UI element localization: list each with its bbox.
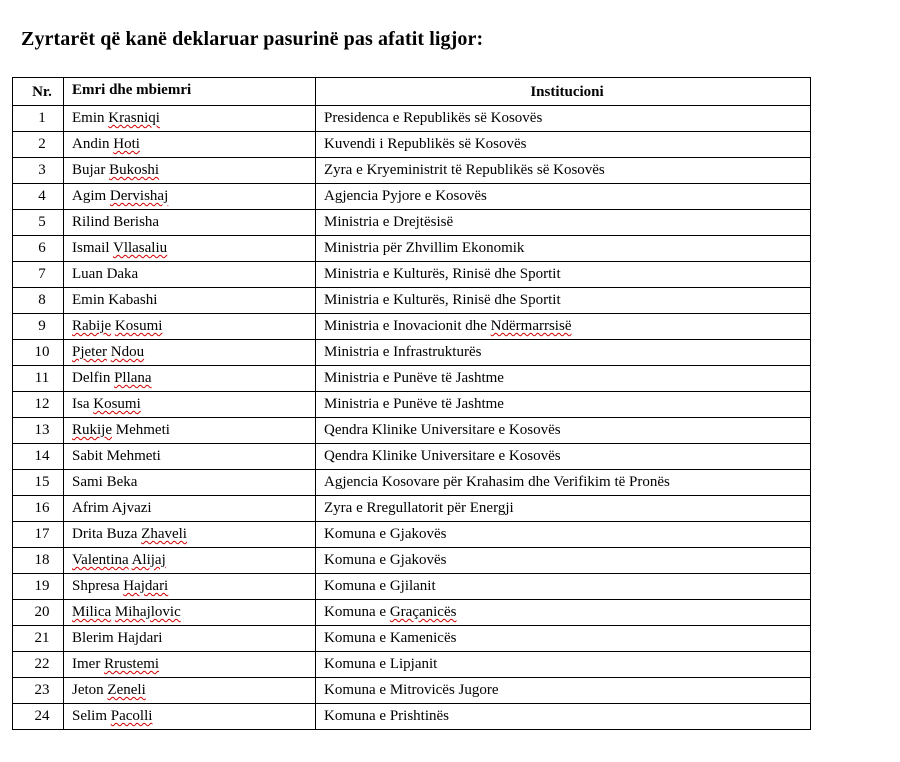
official-name: Rukije Mehmeti: [64, 418, 316, 444]
spellcheck-mark: Rrustemi: [104, 656, 160, 672]
spellcheck-mark: Kosumi: [114, 318, 163, 334]
table-row: [13, 184, 811, 210]
table-row: [13, 652, 811, 678]
spellcheck-mark: Hajdari: [123, 578, 169, 594]
table-row: [13, 548, 811, 574]
table-row: [13, 418, 811, 444]
official-name: Shpresa Hajdari: [64, 574, 316, 600]
institution-name: Komuna e Mitrovicës Jugore: [316, 678, 811, 704]
row-number: 23: [13, 678, 64, 704]
official-name: Delfin Pllana: [64, 366, 316, 392]
table-row: [13, 470, 811, 496]
table-row: [13, 288, 811, 314]
row-number: 21: [13, 626, 64, 652]
institution-name: Qendra Klinike Universitare e Kosovës: [316, 418, 811, 444]
column-header-name: Emri dhe mbiemri: [64, 78, 316, 106]
table-row: [13, 626, 811, 652]
official-name: Bujar Bukoshi: [64, 158, 316, 184]
table-row: [13, 340, 811, 366]
institution-name: Ministria e Drejtësisë: [316, 210, 811, 236]
row-number: 15: [13, 470, 64, 496]
spellcheck-mark: Graçanicës: [389, 604, 457, 620]
row-number: 14: [13, 444, 64, 470]
spellcheck-mark: Rukije: [72, 422, 112, 438]
official-name: Agim Dervishaj: [64, 184, 316, 210]
row-number: 20: [13, 600, 64, 626]
official-name: Rilind Berisha: [64, 210, 316, 236]
table-row: [13, 444, 811, 470]
official-name: Isa Kosumi: [64, 392, 316, 418]
institution-name: Presidenca e Republikës së Kosovës: [316, 106, 811, 132]
table-row: [13, 392, 811, 418]
spellcheck-mark: Alijaj: [131, 552, 166, 568]
institution-name: Ministria e Inovacionit dhe Ndërmarrsisë: [316, 314, 811, 340]
table-row: [13, 132, 811, 158]
institution-name: Ministria e Infrastrukturës: [316, 340, 811, 366]
official-name: Emin Krasniqi: [64, 106, 316, 132]
official-name: Sami Beka: [64, 470, 316, 496]
table-row: [13, 106, 811, 132]
official-name: Sabit Mehmeti: [64, 444, 316, 470]
spellcheck-mark: Mihajlovic: [114, 604, 181, 620]
spellcheck-mark: Rabije: [72, 318, 112, 334]
row-number: 2: [13, 132, 64, 158]
table-row: [13, 210, 811, 236]
spellcheck-mark: Dervishaj: [109, 188, 169, 204]
spellcheck-mark: Zeneli: [107, 682, 146, 698]
official-name: [64, 548, 316, 574]
institution-name: Ministria e Kulturës, Rinisë dhe Sportit: [316, 262, 811, 288]
institution-name: Zyra e Rregullatorit për Energji: [316, 496, 811, 522]
row-number: 11: [13, 366, 64, 392]
row-number: 5: [13, 210, 64, 236]
table-row: [13, 522, 811, 548]
officials-table: [12, 77, 811, 730]
spellcheck-mark: Zhaveli: [141, 526, 187, 542]
spellcheck-mark: Pacolli: [110, 708, 153, 724]
row-number: 6: [13, 236, 64, 262]
table-row: [13, 496, 811, 522]
row-number: 1: [13, 106, 64, 132]
table-row: [13, 678, 811, 704]
institution-name: Ministria për Zhvillim Ekonomik: [316, 236, 811, 262]
row-number: 7: [13, 262, 64, 288]
table-row: [13, 366, 811, 392]
row-number: 22: [13, 652, 64, 678]
institution-name: Zyra e Kryeministrit të Republikës së Kosovës: [316, 158, 811, 184]
official-name: Imer Rrustemi: [64, 652, 316, 678]
table-row: [13, 704, 811, 730]
table-row: [13, 314, 811, 340]
table-row: [13, 574, 811, 600]
table-row: [13, 262, 811, 288]
table-header-row: [13, 78, 811, 106]
table-body: [13, 106, 811, 730]
row-number: 18: [13, 548, 64, 574]
column-header-institution: Institucioni: [316, 78, 811, 106]
institution-name: Komuna e Gjilanit: [316, 574, 811, 600]
institution-name: Komuna e Lipjanit: [316, 652, 811, 678]
row-number: 9: [13, 314, 64, 340]
row-number: 4: [13, 184, 64, 210]
table-row: [13, 236, 811, 262]
row-number: 3: [13, 158, 64, 184]
official-name: Drita Buza Zhaveli: [64, 522, 316, 548]
spellcheck-mark: Bukoshi: [109, 162, 160, 178]
row-number: 10: [13, 340, 64, 366]
institution-name: Agjencia Kosovare për Krahasim dhe Verifikim të Pronës: [316, 470, 811, 496]
spellcheck-mark: Ndërmarrsisë: [490, 318, 572, 334]
spellcheck-mark: Hoti: [113, 136, 140, 152]
spellcheck-mark: Vllasaliu: [112, 240, 168, 256]
row-number: 17: [13, 522, 64, 548]
institution-name: Kuvendi i Republikës së Kosovës: [316, 132, 811, 158]
official-name: Andin Hoti: [64, 132, 316, 158]
official-name: Luan Daka: [64, 262, 316, 288]
official-name: [64, 314, 316, 340]
institution-name: Komuna e Kamenicës: [316, 626, 811, 652]
spellcheck-mark: Kosumi: [93, 396, 141, 412]
spellcheck-mark: Ndou: [110, 344, 145, 360]
institution-name: Ministria e Punëve të Jashtme: [316, 366, 811, 392]
official-name: Blerim Hajdari: [64, 626, 316, 652]
institution-name: Komuna e Gjakovës: [316, 548, 811, 574]
table-row: [13, 600, 811, 626]
row-number: 13: [13, 418, 64, 444]
row-number: 8: [13, 288, 64, 314]
row-number: 12: [13, 392, 64, 418]
institution-name: Komuna e Gjakovës: [316, 522, 811, 548]
institution-name: Komuna e Graçanicës: [316, 600, 811, 626]
row-number: 16: [13, 496, 64, 522]
official-name: Selim Pacolli: [64, 704, 316, 730]
official-name: [64, 600, 316, 626]
table-row: [13, 158, 811, 184]
official-name: Ismail Vllasaliu: [64, 236, 316, 262]
institution-name: Agjencia Pyjore e Kosovës: [316, 184, 811, 210]
row-number: 19: [13, 574, 64, 600]
column-header-nr: Nr.: [13, 78, 64, 106]
institution-name: Qendra Klinike Universitare e Kosovës: [316, 444, 811, 470]
row-number: 24: [13, 704, 64, 730]
page-title: Zyrtarët që kanë deklaruar pasurinë pas afatit ligjor:: [21, 28, 484, 50]
spellcheck-mark: Pllana: [114, 370, 152, 386]
official-name: Afrim Ajvazi: [64, 496, 316, 522]
institution-name: Ministria e Punëve të Jashtme: [316, 392, 811, 418]
spellcheck-mark: Pjeter: [72, 344, 107, 360]
official-name: Jeton Zeneli: [64, 678, 316, 704]
spellcheck-mark: Milica: [72, 604, 112, 620]
official-name: [64, 340, 316, 366]
official-name: Emin Kabashi: [64, 288, 316, 314]
spellcheck-mark: Valentina: [72, 552, 129, 568]
institution-name: Ministria e Kulturës, Rinisë dhe Sportit: [316, 288, 811, 314]
spellcheck-mark: Krasniqi: [108, 110, 160, 126]
institution-name: Komuna e Prishtinës: [316, 704, 811, 730]
